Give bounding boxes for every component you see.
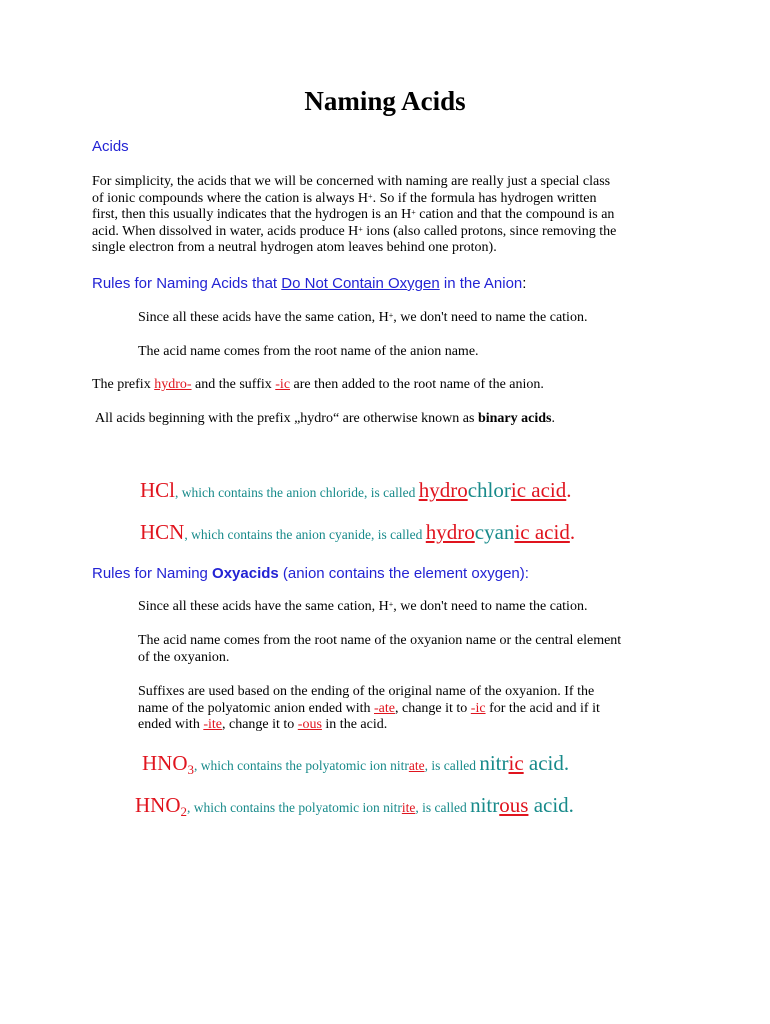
heading-link: Do Not Contain Oxygen (281, 275, 440, 292)
rule-prefix-suffix: The prefix hydro- and the suffix -ic are then added to the root name of the anion. (92, 377, 544, 392)
example-hcn: HCN, which contains the anion cyanide, is called hydrocyanic acid. (140, 520, 576, 544)
page-title: Naming Acids (304, 86, 466, 116)
example-hno3: $HNO_3$, which contains the polyatomic ion nitrate, is called nitric acid. (142, 751, 570, 778)
para-line: first, then this usually indicates that the hydrogen is an H+ cation and that the compound is an (92, 207, 615, 222)
section-heading-non-oxyacids: Rules for Naming Acids that Do Not Contain Oxygen in the Anion: (92, 275, 527, 292)
section-heading-oxyacids: Rules for Naming Oxyacids (anion contains the element oxygen): (92, 565, 529, 582)
para-line: of ionic compounds where the cation is always H+. So if the formula has hydrogen written (92, 190, 597, 206)
example-hno2: $HNO_2$, which contains the polyatomic ion nitrite, is called nitrous acid. (135, 793, 574, 820)
rule-root-name: The acid name comes from the root name of the anion name. (138, 344, 479, 359)
acids-paragraph (92, 174, 616, 257)
section-heading-acids: Acids (92, 138, 129, 155)
oxy-rule-root-name: The acid name comes from the root name of the oxyanion name or the central element of the oxyanion. (138, 633, 622, 665)
rule-same-cation: Since all these acids have the same cation, H+, we don't need to name the cation. (138, 310, 588, 325)
binary-acids-note: All acids beginning with the prefix „hydro“ are otherwise known as binary acids. (95, 411, 555, 426)
para-line: acid. When dissolved in water, acids produce H+ ions (also called protons, since removing the (92, 223, 617, 239)
para-line: For simplicity, the acids that we will be concerned with naming are really just a special class (92, 174, 611, 189)
para-line: single electron from a neutral hydrogen atom leaves behind one proton). (92, 240, 497, 255)
example-hcl: HCl, which contains the anion chloride, is called hydrochloric acid. (140, 478, 572, 502)
oxy-rule-suffixes: Suffixes are used based on the ending of the original name of the oxyanion. If the name of the polyatomic anion ended with -ate, change it to -ic for the acid and if it ended with -ite, change it to -ous in the acid. (138, 684, 600, 732)
oxy-rule-same-cation: Since all these acids have the same cation, H+, we don't need to name the cation. (138, 599, 588, 614)
